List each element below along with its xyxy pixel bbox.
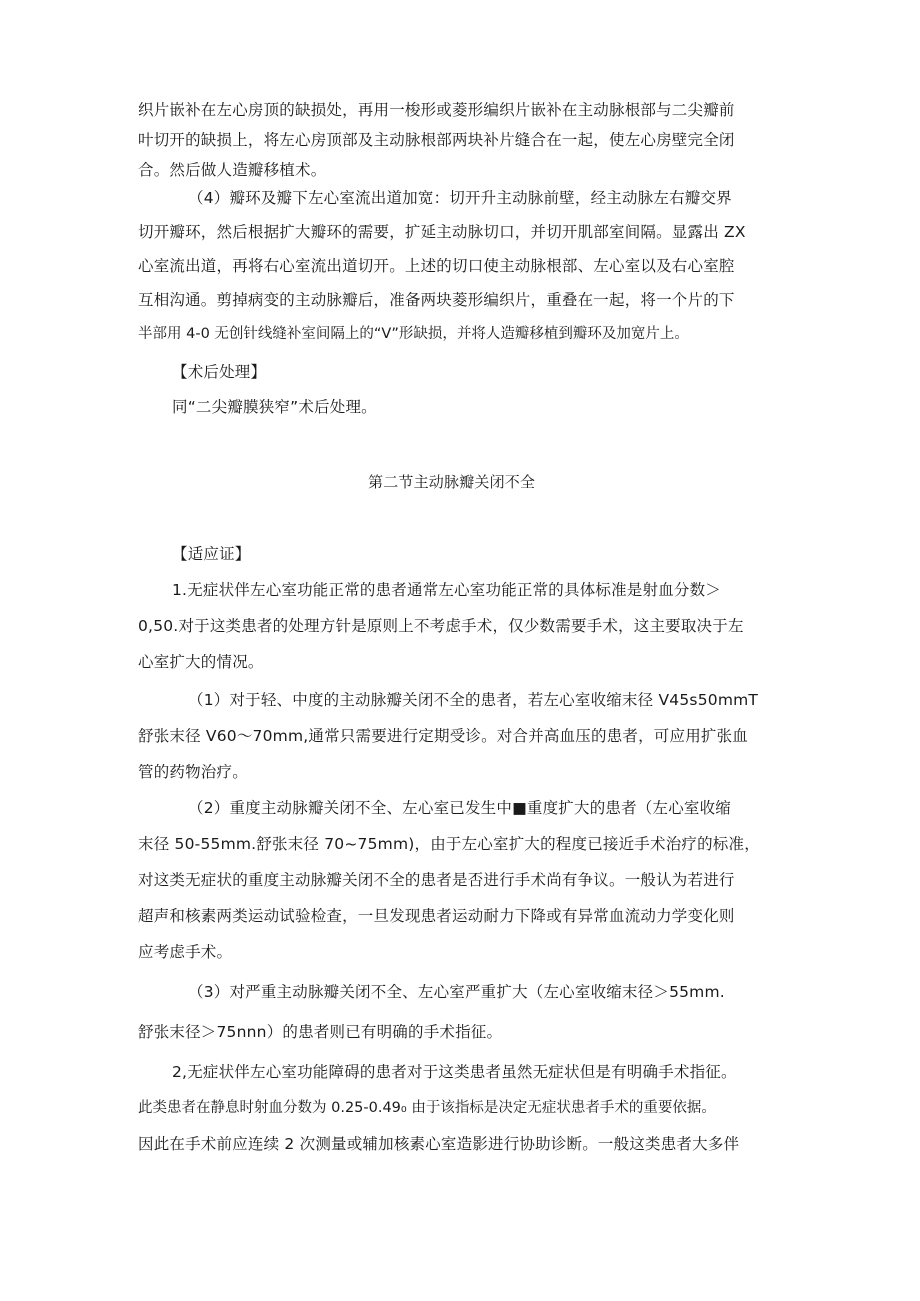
paragraph-line: 切开瓣环，然后根据扩大瓣环的需要，扩延主动脉切口，并切开肌部室间隔。显露出 ZX [138,223,746,241]
paragraph-line: 对这类无症状的重度主动脉瓣关闭不全的患者是否进行手术尚有争议。一般认为若进行 [138,871,735,889]
paragraph-line: 2,无症状伴左心室功能障碍的患者对于这类患者虽然无症状但是有明确手术指征。 [172,1063,737,1081]
paragraph-line: 1.无症状伴左心室功能正常的患者通常左心室功能正常的具体标准是射血分数＞ [172,581,721,599]
paragraph-line: 超声和核素两类运动试验检查，一旦发现患者运动耐力下降或有异常血流动力学变化则 [138,907,735,925]
paragraph-line: 舒张末径＞75nnn）的患者则已有明确的手术指征。 [138,1023,503,1041]
postop-heading: 【术后处理】 [172,363,267,381]
paragraph-line: 舒张末径 V60～70mm,通常只需要进行定期受诊。对合并高血压的患者，可应用扩张血 [138,727,749,745]
indication-heading: 【适应证】 [172,545,251,563]
paragraph-line: 心室流出道，再将右心室流出道切开。上述的切口使主动脉根部、左心室以及右心室腔 [138,257,735,275]
paragraph-line: 叶切开的缺损上，将左心房顶部及主动脉根部两块补片缝合在一起，使左心房壁完全闭 [138,131,735,149]
paragraph-line: 0,50.对于这类患者的处理方针是原则上不考虑手术，仅少数需要手术，这主要取决于左 [138,617,744,635]
paragraph-line: 末径 50-55mm.舒张末径 70~75mm)，由于左心室扩大的程度已接近手术治疗的标准， [138,835,760,853]
paragraph-line: 半部用 4-0 无创针线缝补室间隔上的“V”形缺损，并将人造瓣移植到瓣环及加宽片上。 [138,326,689,342]
paragraph-line: 织片嵌补在左心房顶的缺损处，再用一梭形或菱形编织片嵌补在主动脉根部与二尖瓣前 [138,101,735,119]
paragraph-line: （3）对严重主动脉瓣关闭不全、左心室严重扩大（左心室收缩末径＞55mm. [188,983,725,1001]
paragraph-line: 应考虑手术。 [138,943,233,961]
paragraph-line: 合。然后做人造瓣移植术。 [138,161,327,179]
paragraph-line: （4）瓣环及瓣下左心室流出道加宽：切开升主动脉前壁，经主动脉左右瓣交界 [188,189,732,207]
paragraph-line: 管的药物治疗。 [138,763,248,781]
paragraph-line: 因此在手术前应连续 2 次测量或辅加核素心室造影进行协助诊断。一般这类患者大多伴 [138,1135,740,1153]
paragraph-line: （1）对于轻、中度的主动脉瓣关闭不全的患者，若左心室收缩末径 V45s50mmT [188,691,759,709]
paragraph-line: 此类患者在静息时射血分数为 0.25-0.49₀ 由于该指标是决定无症状患者手术的重要依据。 [138,1100,716,1116]
paragraph-line: （2）重度主动脉瓣关闭不全、左心室已发生中■重度扩大的患者（左心室收缩 [188,799,732,817]
paragraph-line: 互相沟通。剪掉病变的主动脉瓣后，准备两块菱形编织片，重叠在一起，将一个片的下 [138,291,735,309]
paragraph-line: 心室扩大的情况。 [138,653,264,671]
postop-text: 同“二尖瓣膜狭窄”术后处理。 [172,398,377,416]
section-title: 第二节主动脉瓣关闭不全 [368,473,536,491]
